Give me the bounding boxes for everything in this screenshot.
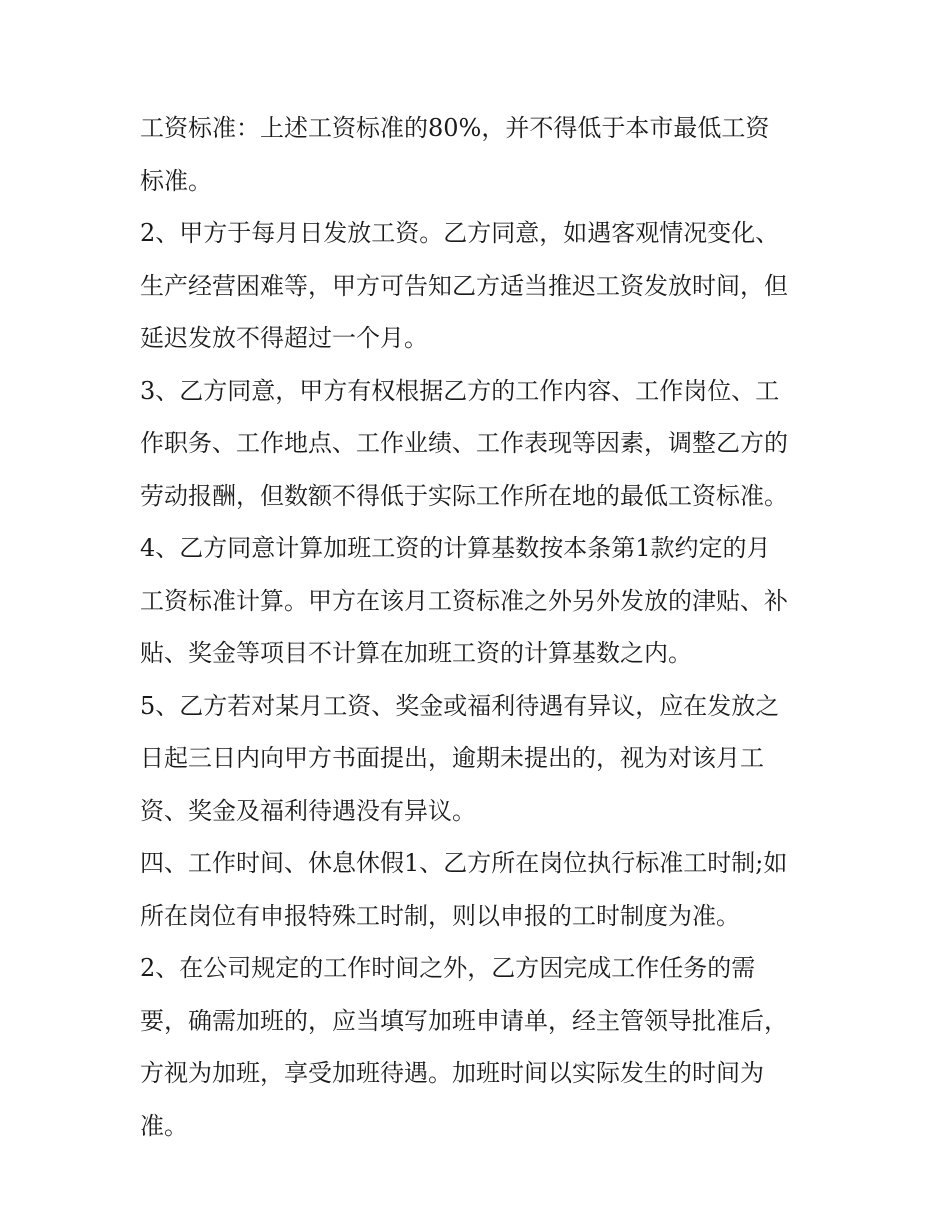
text-line: 日起三日内向甲方书面提出，逾期未提出的，视为对该月工 <box>140 744 764 772</box>
text-line: 生产经营困难等，甲方可告知乙方适当推迟工资发放时间，但 <box>140 271 788 300</box>
text-line: 方视为加班，享受加班待遇。加班时间以实际发生的时间为 <box>140 1059 764 1087</box>
text-line: 延迟发放不得超过一个月。 <box>140 324 428 352</box>
text-line: 3、乙方同意，甲方有权根据乙方的工作内容、工作岗位、工 <box>140 376 780 405</box>
text-line: 5、乙方若对某月工资、奖金或福利待遇有异议，应在发放之 <box>140 691 780 720</box>
text-line: 资、奖金及福利待遇没有异议。 <box>140 796 476 825</box>
document-body <box>140 102 830 1152</box>
text-line: 所在岗位有申报特殊工时制，则以申报的工时制度为准。 <box>140 901 740 930</box>
text-line: 劳动报酬，但数额不得低于实际工作所在地的最低工资标准。 <box>140 481 788 510</box>
text-line: 准。 <box>140 1111 188 1140</box>
text-line: 工资标准：上述工资标准的80%，并不得低于本市最低工资 <box>140 114 770 142</box>
text-line: 四、工作时间、休息休假1、乙方所在岗位执行标准工时制;如 <box>140 849 788 877</box>
text-line: 贴、奖金等项目不计算在加班工资的计算基数之内。 <box>140 639 692 667</box>
text-line: 4、乙方同意计算加班工资的计算基数按本条第1款约定的月 <box>140 534 771 562</box>
text-line: 工资标准计算。甲方在该月工资标准之外另外发放的津贴、补 <box>140 586 788 615</box>
text-line: 要，确需加班的，应当填写加班申请单，经主管领导批准后， <box>140 1006 788 1035</box>
text-line: 作职务、工作地点、工作业绩、工作表现等因素，调整乙方的 <box>140 429 788 457</box>
text-line: 2、在公司规定的工作时间之外，乙方因完成工作任务的需 <box>140 954 756 982</box>
text-line: 标准。 <box>140 166 212 195</box>
text-line: 2、甲方于每月日发放工资。乙方同意，如遇客观情况变化、 <box>140 219 780 247</box>
